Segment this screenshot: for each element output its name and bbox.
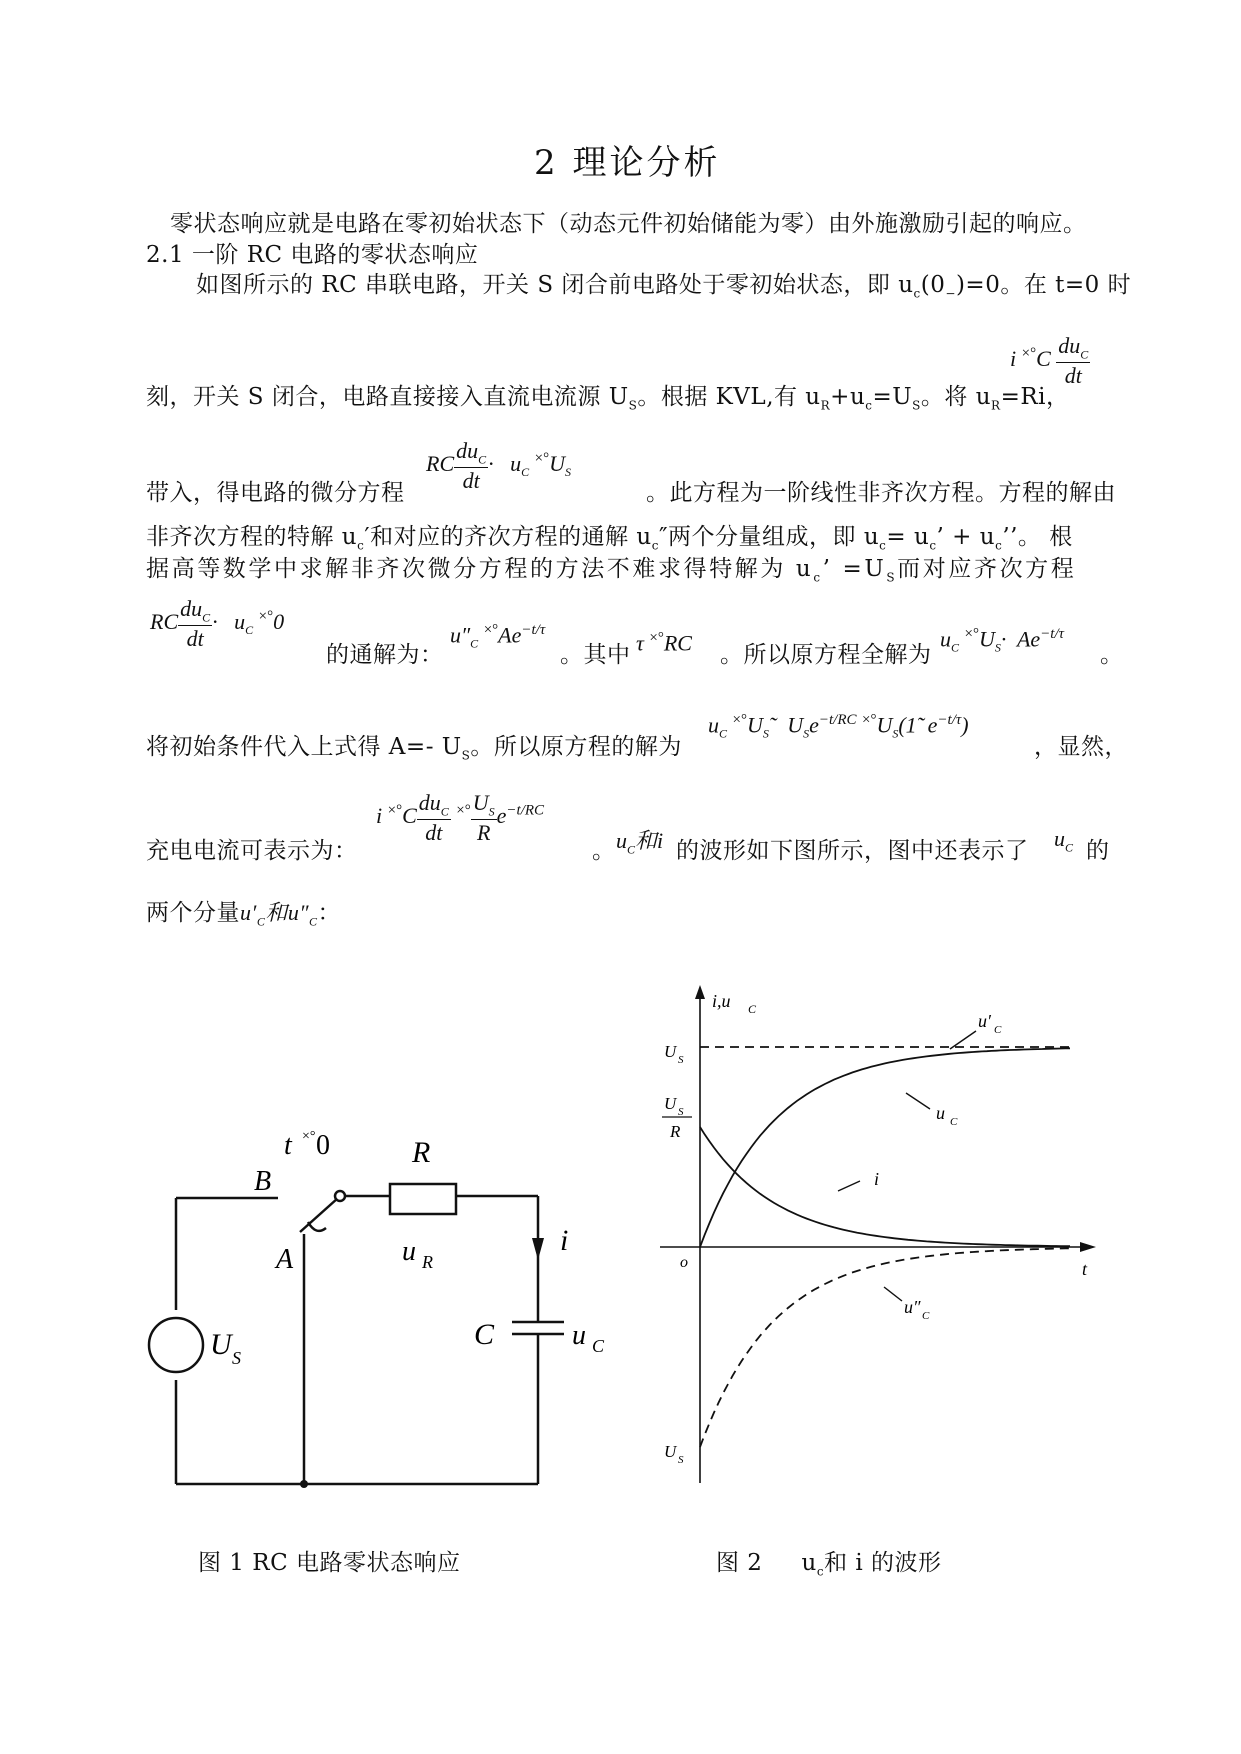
formula-homogeneous: RC $\frac{du_C}{dt}$ · $u_C$ ×°0: [150, 596, 285, 652]
formula-charging-current: i ×°C $\frac{du_C}{dt}$ ×° $\frac{U_S}{R}$ $e^{-t/RC}$: [376, 790, 545, 846]
formula-uc-and-i: $u_C$和i: [616, 828, 664, 857]
svg-text:S: S: [232, 1348, 241, 1368]
paragraph-line: 非齐次方程的特解 $u_c'$和对应的齐次方程的通解 $u_c''$两个分量组成，即 $u_c= u_c$’ + $u_c$’’。 根: [146, 524, 1073, 553]
formula-full-solution: $u_C$ $^{\times^\circ}U_S\cdot Ae^{-t/\tau}$: [940, 626, 1065, 655]
paragraph-line: ，显然，: [1034, 734, 1128, 760]
x-axis-label: t: [1082, 1259, 1088, 1279]
paragraph-line: 。: [592, 838, 616, 864]
label-uc: u: [936, 1103, 945, 1123]
ur-label: u: [402, 1236, 416, 1267]
svg-text:C: C: [922, 1310, 930, 1322]
paragraph-line: 。所以原方程全解为: [720, 642, 932, 668]
paragraph-line: 带入，得电路的微分方程: [146, 480, 405, 506]
formula-diff-eq: RC $\frac{du_C}{dt}$ · $u_C$ $^{\times^\circ}U_S$: [426, 438, 572, 494]
waveform-chart: [650, 985, 1120, 1485]
label-uc-prime: u′: [978, 1011, 991, 1031]
switch-b-label: B: [254, 1166, 272, 1197]
section-title: 2 理论分析: [534, 143, 721, 183]
paragraph-line: 刻，开关 S 闭合，电路直接接入直流电流源 $U_S$。根据 KVL,有 $u_R+u_c=U_S$。将 $u_R=Ri$，: [146, 384, 1070, 413]
paragraph-line: 。其中: [560, 642, 631, 668]
paragraph-line: 如图所示的 RC 串联电路，开关 S 闭合前电路处于零初始状态，即 $u_c(0_-)=0$。在 t=0 时: [196, 272, 1132, 301]
svg-text:C: C: [950, 1116, 958, 1128]
svg-text:C: C: [994, 1024, 1002, 1036]
capacitor-label: C: [474, 1318, 495, 1351]
curve-uc-double-prime: [700, 1248, 1070, 1447]
svg-text:S: S: [678, 1106, 684, 1118]
formula-tau: τ ×°RC: [636, 630, 692, 656]
formula-solution: $u_C$ $^{\times^\circ}U_S˜$ $U_Se^{-t/RC}$ $^{\times^\circ}U_S(1̃$ $e^{-t/\tau}$): [708, 712, 969, 741]
formula-general-solution: $u''_C$ $^{\times^\circ}Ae^{-t/\tau}$: [450, 622, 546, 651]
svg-text:C: C: [592, 1336, 605, 1356]
paragraph-line: 的波形如下图所示，图中还表示了: [676, 838, 1029, 864]
paragraph-line: 。: [1100, 642, 1124, 668]
tick-us: U: [664, 1042, 677, 1061]
time-label: t: [284, 1130, 292, 1161]
formula-current: i ×°C $\frac{du_C}{dt}$: [1010, 333, 1089, 389]
figure-1-caption: 图 1 RC 电路零状态响应: [198, 1550, 461, 1576]
resistor-label: R: [412, 1136, 431, 1169]
svg-text:S: S: [678, 1454, 684, 1466]
switch-a-label: A: [276, 1244, 294, 1275]
subsection-heading: 2.1 一阶 RC 电路的零状态响应: [146, 242, 479, 268]
uc-label: u: [572, 1320, 586, 1351]
svg-text:×°: ×°: [302, 1129, 316, 1144]
formula-uc: $u_C$: [1054, 826, 1074, 855]
origin-label: o: [680, 1254, 688, 1271]
paragraph-line: 。此方程为一阶线性非齐次方程。方程的解由: [646, 480, 1116, 506]
label-i: i: [874, 1169, 880, 1189]
paragraph-line: 的: [1086, 838, 1110, 864]
label-uc-double-prime: u″: [904, 1297, 921, 1317]
svg-text:R: R: [422, 1252, 433, 1272]
svg-text:S: S: [678, 1054, 684, 1066]
circuit-diagram: [140, 1110, 620, 1500]
source-label: U: [210, 1328, 232, 1361]
time-value: 0: [316, 1130, 330, 1161]
paragraph-line: 的通解为：: [326, 642, 444, 668]
paragraph-line: 将初始条件代入上式得 A=- $U_S$。所以原方程的解为: [146, 734, 682, 763]
paragraph-line: 据高等数学中求解非齐次微分方程的方法不难求得特解为 $u_c$’ $=U_S$而对应齐次方程: [146, 556, 1077, 585]
current-label: i: [560, 1224, 569, 1257]
paragraph-line: 两个分量$u'_C$和$u''_C$：: [146, 900, 342, 929]
svg-text:C: C: [748, 1002, 757, 1016]
curve-uc: [700, 1048, 1070, 1247]
tick-us-over-r-num: U: [664, 1094, 677, 1113]
figure-2-caption: 图 2 $u_c$和 i 的波形: [716, 1550, 942, 1579]
tick-us-over-r-den: R: [670, 1122, 681, 1141]
paragraph-line: 充电电流可表示为：: [146, 838, 358, 864]
y-axis-label: i,u: [712, 991, 731, 1011]
tick-neg-us: U: [664, 1442, 677, 1461]
curve-i: [700, 1127, 1070, 1246]
intro-paragraph: 零状态响应就是电路在零初始状态下（动态元件初始储能为零）由外施激励引起的响应。: [170, 211, 1087, 237]
